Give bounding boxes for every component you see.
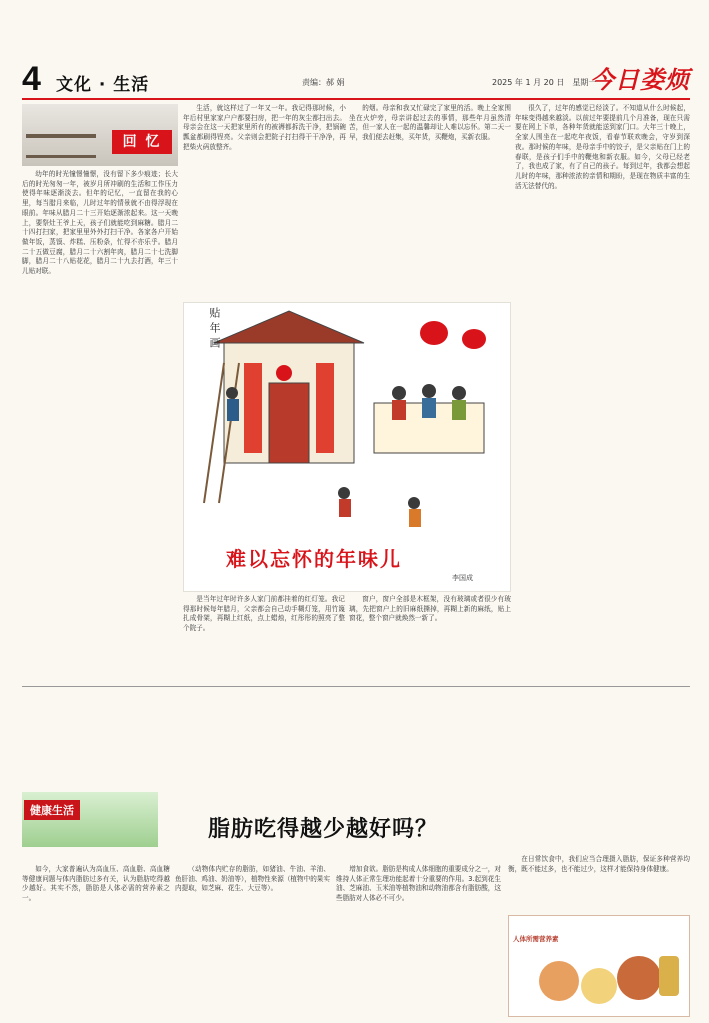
health-text: 在日常饮食中，我们应当合理摄入脂肪，保证多种营养均衡，既不能过多，也不能过少，这样才能保持身体健康。 bbox=[508, 855, 690, 873]
health-section-tag: 健康生活 bbox=[24, 800, 80, 820]
article-column-2 bbox=[183, 104, 346, 300]
article-text: 的烟。母亲和我又忙碌完了家里的活。晚上全家围坐在火炉旁，母亲讲起过去的事情，那些年月虽然清苦，但一家人在一起的温馨却让人难以忘怀。第二天一早，我们便去赶集，买年货，买鞭炮，买新衣服。 bbox=[349, 104, 511, 142]
article-text: 很久了，过年的感觉已经淡了。不知道从什么时候起，年味变得越来越淡。以前过年要提前几个月准备，现在只需要在网上下单，各种年货就能送到家门口。大年三十晚上，全家人围坐在一起吃年夜饭，看春节联欢晚会，守岁到深夜。那时候的年味，是母亲手中的饺子，是父亲贴在门上的春联，是孩子们手中的鞭炮和新衣服。如今，父母已经老了，我也成了家，有了自己的孩子。每到过年，我都会想起儿时的年味，那种浓浓的亲情和期盼，是现在物质丰富的生活无法替代的。 bbox=[515, 104, 690, 190]
page-number: 4 bbox=[22, 60, 41, 98]
illustration-title: 贴年画 bbox=[208, 307, 221, 352]
newspaper-masthead: 今日娄烦 bbox=[590, 65, 690, 94]
health-text: 如今，大家普遍认为高血压、高血脂、高血糖等健康问题与体内脂肪过多有关，认为脂肪吃得越少越好。其实不然，脂肪是人体必需的营养素之一。 bbox=[22, 865, 170, 903]
health-banner-image bbox=[22, 792, 158, 847]
health-column-1 bbox=[22, 865, 170, 1015]
article-column-4 bbox=[515, 104, 690, 680]
health-text: 增加食欲。脂肪是构成人体细胞的重要成分之一，对维持人体正常生理功能起着十分重要的作用。3.起到花生油、芝麻油、玉米油等植物油和动物油都含有脂肪酸，这些脂肪对人体必不可少。 bbox=[336, 865, 501, 903]
health-column-3 bbox=[336, 865, 501, 1015]
health-column-2 bbox=[175, 865, 330, 1015]
article-text: 窗户，窗户全部是木框架，没有玻璃或者很少有玻璃，先把窗户上的旧麻纸撕掉，再糊上新的麻纸，贴上窗花，整个窗户就焕然一新了。 bbox=[349, 595, 511, 623]
article-title: 难以忘怀的年味儿 bbox=[226, 547, 402, 571]
health-column-4 bbox=[508, 855, 690, 910]
health-text: （动物体内贮存的脂肪，如猪油、牛油、羊油、鱼肝油、鸡油、奶油等），植物性来源（植物中的果实内提取，如芝麻、花生、大豆等）。 bbox=[175, 865, 330, 893]
article-author: 李国成 bbox=[452, 574, 473, 582]
memory-label: 回 忆 bbox=[112, 130, 172, 154]
bench-icon bbox=[26, 134, 96, 158]
section-divider bbox=[22, 686, 690, 687]
food-label: 人体所需营养素 bbox=[513, 935, 559, 943]
article-text: 是当年过年时许多人家门前都挂着的红灯笼。我记得那时候每年腊月，父亲都会自己动手糊灯笼，用竹篾扎成骨架，再糊上红纸，点上蜡烛，红彤彤的照亮了整个院子。 bbox=[183, 595, 345, 633]
section-title: 文化 · 生活 bbox=[56, 75, 150, 95]
article-column-6 bbox=[349, 595, 511, 680]
article-column-3 bbox=[349, 104, 511, 300]
illustration-art bbox=[184, 303, 511, 543]
article-column-1 bbox=[22, 170, 178, 680]
food-art bbox=[509, 916, 690, 1017]
header-rule bbox=[22, 98, 690, 100]
page-header bbox=[22, 58, 690, 98]
article-text: 生活，就这样过了一年又一年。我记得那时候，小年后村里家家户户都要扫房，把一年的灰尘都扫出去。母亲会在这一天把家里所有的被褥都拆洗干净，把锅碗瓢盆都刷得锃亮。父亲则会把院子打扫得干干净净，再把柴火码放整齐。 bbox=[183, 104, 346, 151]
food-illustration bbox=[508, 915, 690, 1017]
article-text: 幼年的时光憧憬憧憬，没有留下多少痕迹；长大后的时光匆匆一年，被岁月所冲刷的生活和工作压力使得年味逐渐淡去。但年的记忆，一直留在我的心里，每当腊月来临，儿时过年的情景就不由得浮现在眼前。年味从腊月二十三开始逐渐浓起来。这一天晚上，要祭灶王爷上天，孩子们就能吃到麻糖。腊月二十四打扫家，把家里里外外打扫干净。各家各户开始做年饭，蒸馍、炸糕、压粉条，忙得不亦乐乎。腊月二十五做豆腐，腊月二十六割年肉，腊月二十七洗脚脚，腊月二十八贴花花，腊月二十九去打酒，年三十儿贴对联。 bbox=[22, 170, 178, 276]
article-column-5 bbox=[183, 595, 345, 680]
memory-header-image bbox=[22, 104, 178, 166]
issue-date: 2025 年 1 月 20 日 星期一 bbox=[492, 78, 597, 87]
new-year-illustration bbox=[183, 302, 511, 592]
editor-credit: 责编：郝 娟 bbox=[302, 78, 345, 87]
health-article-title: 脂肪吃得越少越好吗？ bbox=[208, 817, 439, 842]
